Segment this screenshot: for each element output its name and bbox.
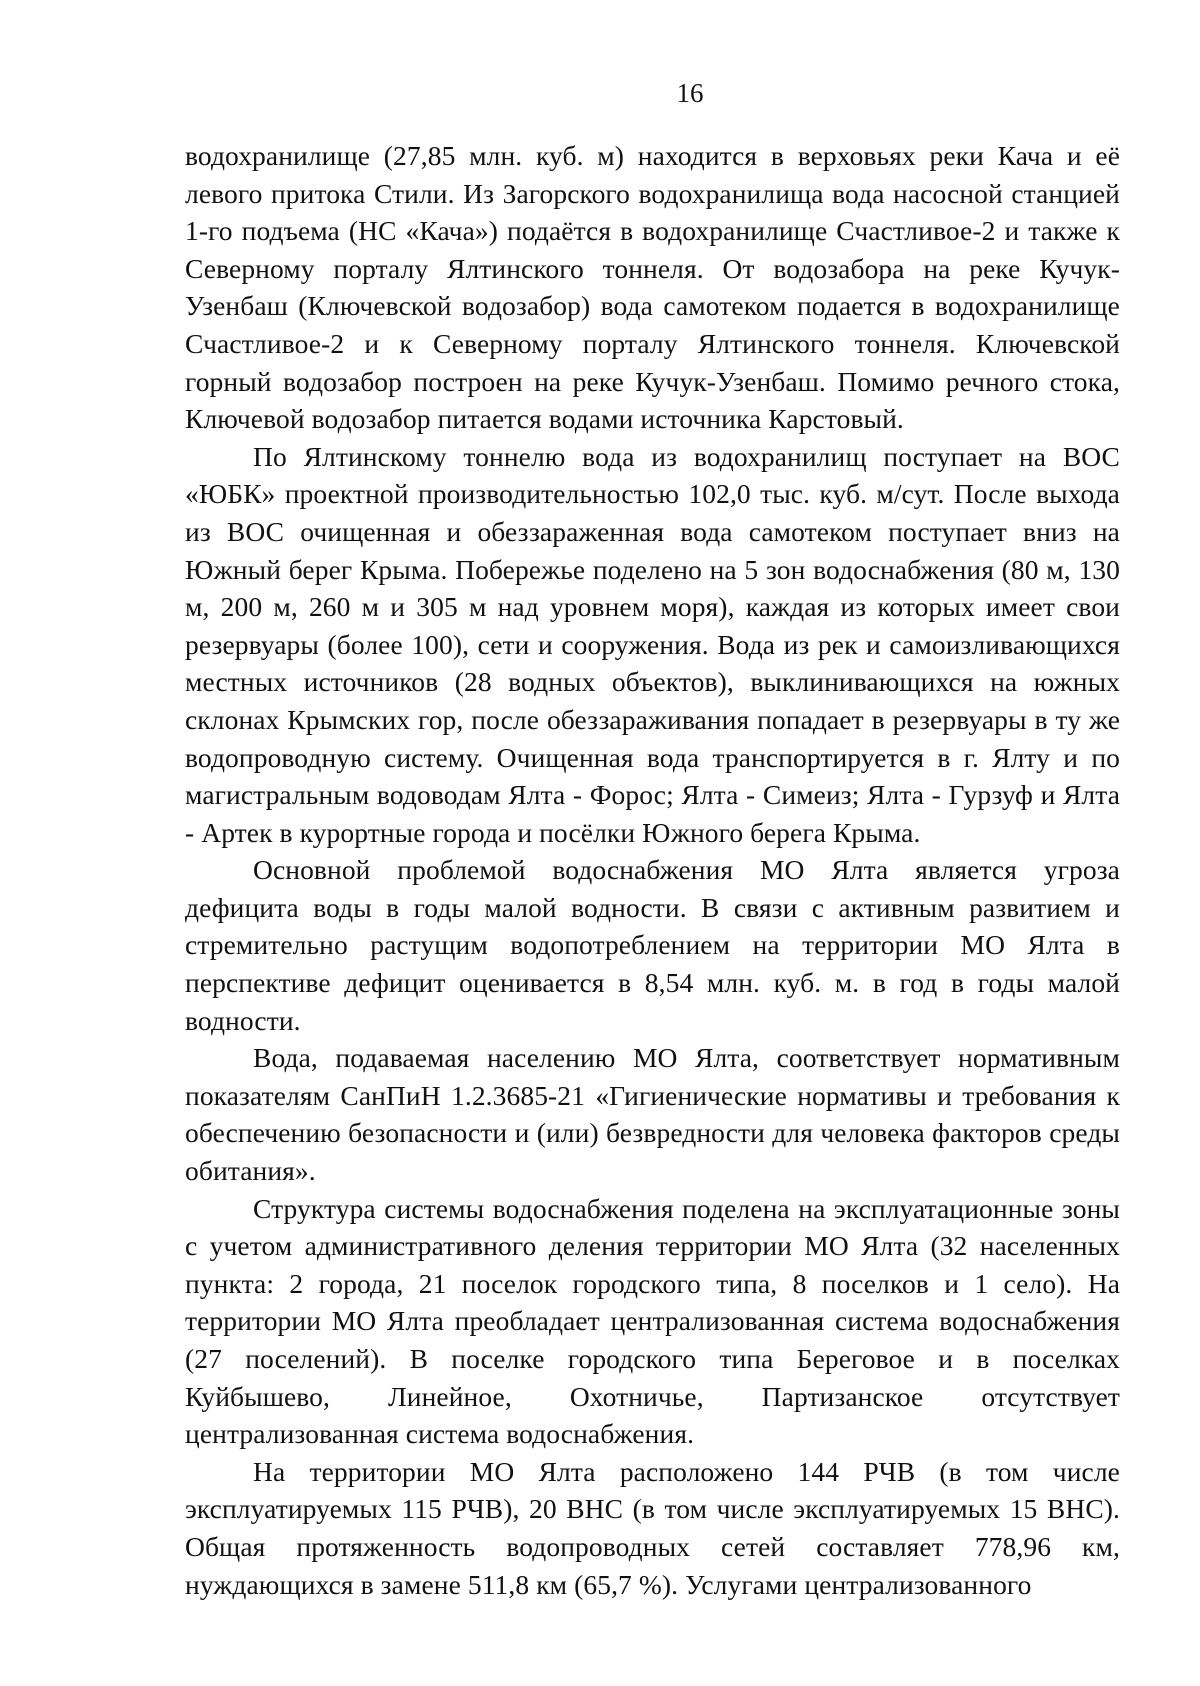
page-number: 16 bbox=[676, 78, 704, 108]
paragraph-1: водохранилище (27,85 млн. куб. м) находится в верховьях реки Кача и её левого притока Стили. Из Загорского водохранилища вода насосной станцией 1-го подъема (НС «Кача») подаётся в водохранилище Счастливое-2 и также к Северному порталу Ялтинского тоннеля. От водозабора на реке Кучук-Узенбаш (Ключевской водозабор) вода самотеком подается в водохранилище Счастливое-2 и к Северному порталу Ялтинского тоннеля. Ключевской горный водозабор построен на реке Кучук-Узенбаш. Помимо речного стока, Ключевой водозабор питается водами источника Карстовый. bbox=[185, 140, 1120, 435]
paragraph-5: Структура системы водоснабжения поделена на эксплуатационные зоны с учетом административного деления территории МО Ялта (32 населенных пункта: 2 города, 21 поселок городского типа, 8 поселков и 1 село). На территории МО Ялта преобладает централизованная система водоснабжения (27 поселений). В поселке городского типа Береговое и в поселках Куйбышево, Линейное, Охотничье, Партизанское отсутствует централизованная система водоснабжения. bbox=[185, 1192, 1120, 1450]
body-text bbox=[185, 137, 1120, 1603]
paragraph-6: На территории МО Ялта расположено 144 РЧВ (в том числе эксплуатируемых 115 РЧВ), 20 ВНС (в том числе эксплуатируемых 15 ВНС). Общая протяженность водопроводных сетей составляет 778,96 км, нуждающихся в замене 511,8 км (65,7 %). Услугами централизованного bbox=[185, 1455, 1120, 1600]
paragraph-2: По Ялтинскому тоннелю вода из водохранилищ поступает на ВОС «ЮБК» проектной производительностью 102,0 тыс. куб. м/сут. После выхода из ВОС очищенная и обеззараженная вода самотеком поступает вниз на Южный берег Крыма. Побережье поделено на 5 зон водоснабжения (80 м, 130 м, 200 м, 260 м и 305 м над уровнем моря), каждая из которых имеет свои резервуары (более 100), сети и сооружения. Вода из рек и самоизливающихся местных источников (28 водных объектов), выклинивающихся на южных склонах Крымских гор, после обеззараживания попадает в резервуары в ту же водопроводную систему. Очищенная вода транспортируется в г. Ялту и по магистральным водоводам Ялта - Форос; Ялта - Симеиз; Ялта - Гурзуф и Ялта - Артек в курортные города и посёлки Южного берега Крыма. bbox=[185, 440, 1120, 848]
paragraph-3: Основной проблемой водоснабжения МО Ялта является угроза дефицита воды в годы малой водности. В связи с активным развитием и стремительно растущим водопотреблением на территории МО Ялта в перспективе дефицит оценивается в 8,54 млн. куб. м. в год в годы малой водности. bbox=[185, 854, 1120, 1036]
paragraph-4: Вода, подаваемая населению МО Ялта, соответствует нормативным показателям СанПиН 1.2.3685-21 «Гигиенические нормативы и требования к обеспечению безопасности и (или) безвредности для человека факторов среды обитания». bbox=[185, 1042, 1120, 1187]
